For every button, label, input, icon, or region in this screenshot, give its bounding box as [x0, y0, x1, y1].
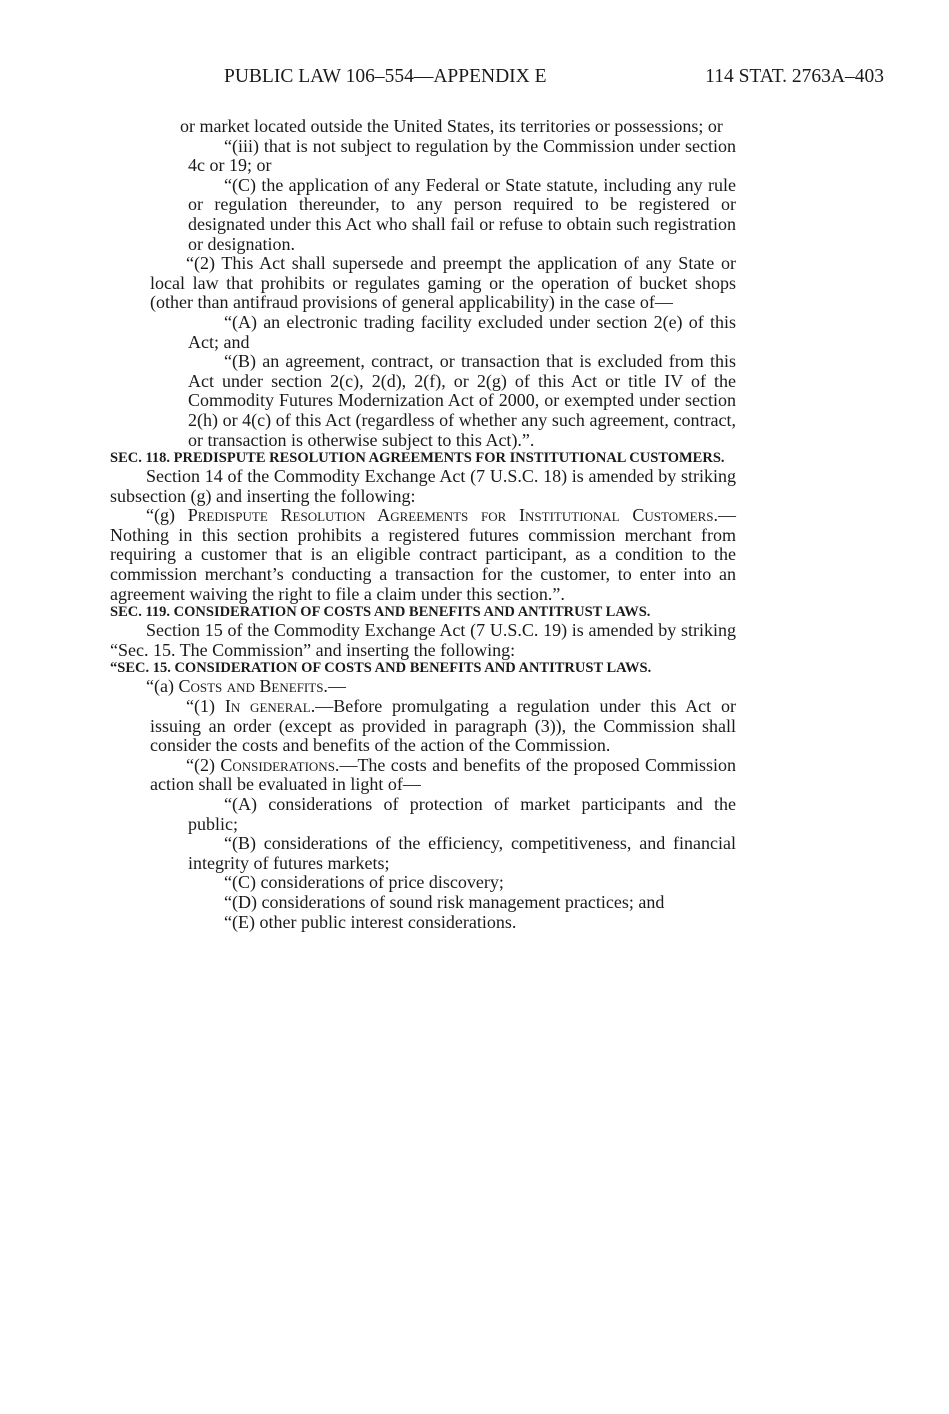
a2-prefix: “(2) — [186, 754, 221, 775]
section-15-heading: “SEC. 15. CONSIDERATION OF COSTS AND BENEFITS AND ANTITRUST LAWS. — [110, 660, 652, 677]
subsection-a-prefix: “(a) — [146, 676, 179, 697]
paragraph-sec118-intro: Section 14 of the Commodity Exchange Act (7 U.S.C. 18) is amended by striking subsection (g) and inserting the following: — [110, 466, 736, 506]
paragraph-a1-in-general — [110, 697, 736, 756]
running-header — [224, 66, 884, 96]
a1-text: —Before promulgating a regulation under this Act or issuing an order (except as provided in paragraph (3)), the Commission shall consider the costs and benefits of the action of the Commission. — [150, 696, 737, 756]
a2-caption: Considerations. — [220, 754, 340, 775]
a2-text: —The costs and benefits of the proposed Commission action shall be evaluated in light of— — [150, 754, 736, 795]
paragraph-consideration-e: “(E) other public interest considerations. — [224, 911, 517, 932]
subsection-g-prefix: “(g) — [146, 505, 188, 526]
paragraph-consideration-b: “(B) considerations of the efficiency, competitiveness, and financial integrity of futures markets; — [188, 833, 736, 873]
paragraph-consideration-a: “(A) considerations of protection of market participants and the public; — [188, 794, 736, 834]
paragraph-a2-considerations — [110, 756, 736, 795]
page-body — [110, 117, 736, 932]
paragraph-consideration-d: “(D) considerations of sound risk management practices; and — [224, 891, 665, 912]
paragraph-sec119-intro: Section 15 of the Commodity Exchange Act (7 U.S.C. 19) is amended by striking “Sec. 15. The Commission” and inserting the following: — [110, 620, 736, 660]
a1-caption: In general. — [224, 696, 316, 717]
header-stat-citation: 114 STAT. 2763A–403 — [705, 66, 884, 87]
paragraph-clause-iii: “(iii) that is not subject to regulation by the Commission under section 4c or 19; or — [188, 135, 736, 176]
header-law-title: PUBLIC LAW 106–554—APPENDIX E — [224, 66, 547, 87]
paragraph-consideration-c: “(C) considerations of price discovery; — [224, 872, 504, 893]
subsection-a-caption: Costs and Benefits. — [178, 676, 328, 697]
paragraph-subpara-b: “(B) an agreement, contract, or transaction that is excluded from this Act under section 2(c), 2(d), 2(f), or 2(g) of this Act or title IV of the Commodity Futures Modernization Act of 2000, or exempted under section 2(h) or 4(c) of this Act (regardless of whether any such agreement, contract, or transaction is otherwise subject to this Act).”. — [188, 351, 736, 450]
section-118-heading: SEC. 118. PREDISPUTE RESOLUTION AGREEMENTS FOR INSTITUTIONAL CUSTOMERS. — [110, 450, 725, 467]
paragraph-subsection-a — [110, 677, 736, 697]
paragraph-subpara-a: “(A) an electronic trading facility excluded under section 2(e) of this Act; and — [188, 311, 736, 352]
paragraph-subsection-g — [110, 506, 736, 604]
subsection-g-text: —Nothing in this section prohibits a registered futures commission merchant from requiring a customer that is an eligible contract participant, as a condition to the commission merchant’s conducting a transaction for the customer, to enter into an agreement waiving the right to file a claim under this section.”. — [110, 505, 736, 604]
subsection-g-caption: Predispute Resolution Agreements for Institutional Customers. — [187, 505, 718, 526]
paragraph-continuation: or market located outside the United States, its territories or possessions; or — [180, 116, 723, 136]
a1-prefix: “(1) — [186, 696, 225, 717]
paragraph-2-preemption: “(2) This Act shall supersede and preempt the application of any State or local law that prohibits or regulates gaming or the operation of bucket shops (other than antifraud provisions of general applicability) in the case of— — [150, 253, 736, 313]
subsection-a-text: — — [327, 676, 346, 697]
paragraph-subpara-c: “(C) the application of any Federal or State statute, including any rule or regulation thereunder, to any person required to be registered or designated under this Act who shall fail or refuse to obtain such registration or designation. — [188, 174, 736, 254]
section-119-heading: SEC. 119. CONSIDERATION OF COSTS AND BENEFITS AND ANTITRUST LAWS. — [110, 604, 651, 621]
